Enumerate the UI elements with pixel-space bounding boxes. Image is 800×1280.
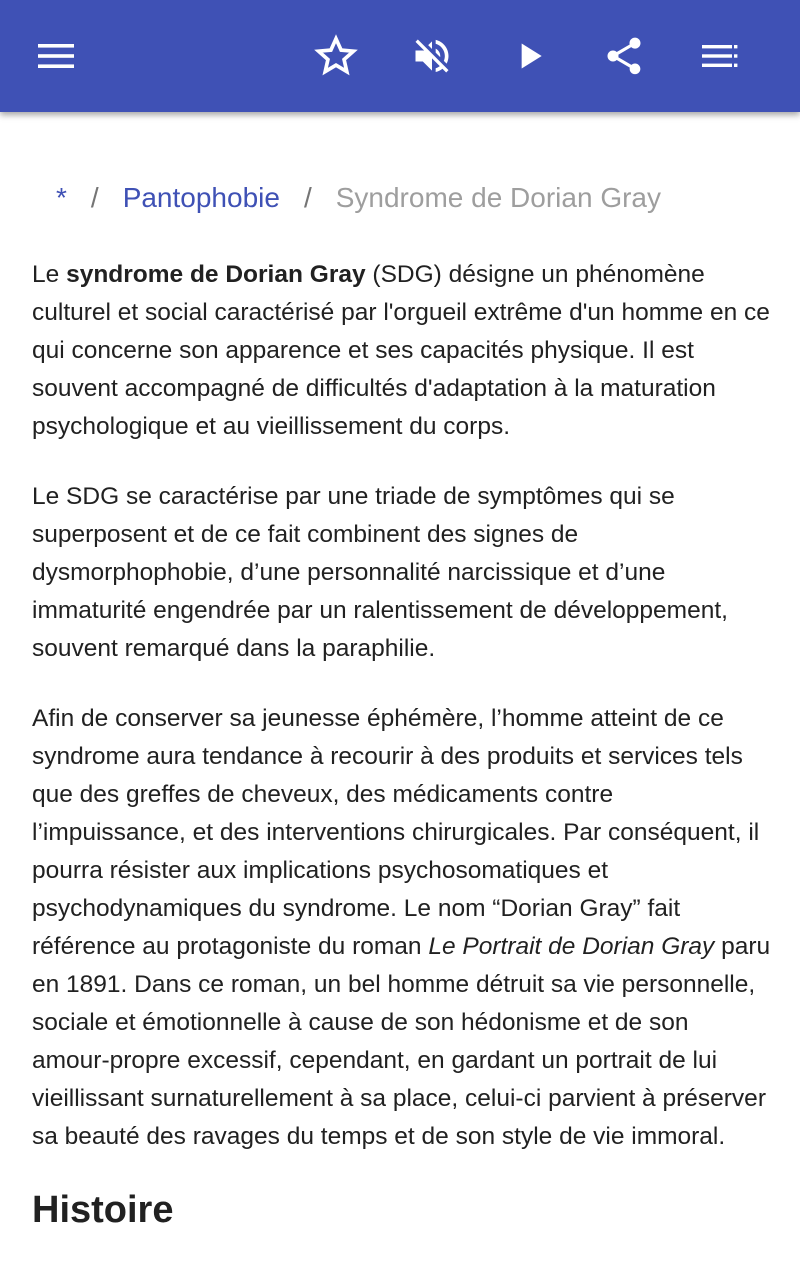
- book-title: Le Portrait de Dorian Gray: [428, 933, 715, 960]
- text-run: (SDG) désigne un phénomène culturel et social caractérisé par l'orgueil extrême d'un homme en ce qui concerne son apparence et ses capacités physique. Il est souvent accompagné de difficultés d'adaptation à la maturation psychologique et au vieillissement du corps.: [32, 261, 770, 440]
- breadcrumb-current: Syndrome de Dorian Gray: [335, 182, 661, 213]
- app-bar: [0, 0, 800, 112]
- text-run: Le: [32, 261, 67, 288]
- menu-button[interactable]: [26, 26, 86, 86]
- table-of-contents-button[interactable]: [690, 26, 750, 86]
- mute-button[interactable]: [402, 26, 462, 86]
- menu-icon: [36, 36, 76, 76]
- section-heading-histoire: Histoire: [32, 1189, 174, 1231]
- article-body: [32, 256, 772, 1232]
- breadcrumb-parent-link[interactable]: Pantophobie: [122, 182, 280, 213]
- bold-term: syndrome de Dorian Gray: [66, 261, 366, 288]
- text-run: paru en 1891. Dans ce roman, un bel homme détruit sa vie personnelle, sociale et émotionnelle à cause de son hédonisme et de son amour-propre excessif, cependant, en gardant un portrait de lui vieillissant surnaturellement à sa place, celui-ci parvient à préserver sa beauté des ravages du temps et de son style de vie immoral.: [32, 933, 771, 1150]
- breadcrumb-home-link[interactable]: *: [56, 182, 67, 213]
- paragraph-intro: [32, 256, 772, 446]
- paragraph-symptoms: Le SDG se caractérise par une triade de symptômes qui se superposent et de ce fait combinent des signes de dysmorphophobie, d’une personnalité narcissique et d’une immaturité engendrée par un ralentissement de développement, souvent remarqué dans la paraphilie.: [32, 483, 728, 662]
- bookmark-button[interactable]: [306, 26, 366, 86]
- star-outline-icon: [314, 34, 358, 78]
- share-icon: [602, 34, 646, 78]
- breadcrumb-separator: /: [90, 182, 99, 213]
- breadcrumb-separator: /: [303, 182, 312, 213]
- play-button[interactable]: [500, 26, 560, 86]
- share-button[interactable]: [594, 26, 654, 86]
- list-icon: [700, 36, 740, 76]
- text-run: Afin de conserver sa jeunesse éphémère, l’homme atteint de ce syndrome aura tendance à recourir à des produits et services tels que des greffes de cheveux, des médicaments contre l’impuissance, et des interventions chirurgicales. Par conséquent, il pourra résister aux implications psychosomatiques et psychodynamiques du syndrome. Le nom “Dorian Gray” fait référence au protagoniste du roman: [32, 705, 760, 960]
- volume-off-icon: [410, 34, 454, 78]
- play-icon: [510, 36, 550, 76]
- paragraph-description: [32, 700, 772, 1156]
- breadcrumb: [56, 180, 661, 216]
